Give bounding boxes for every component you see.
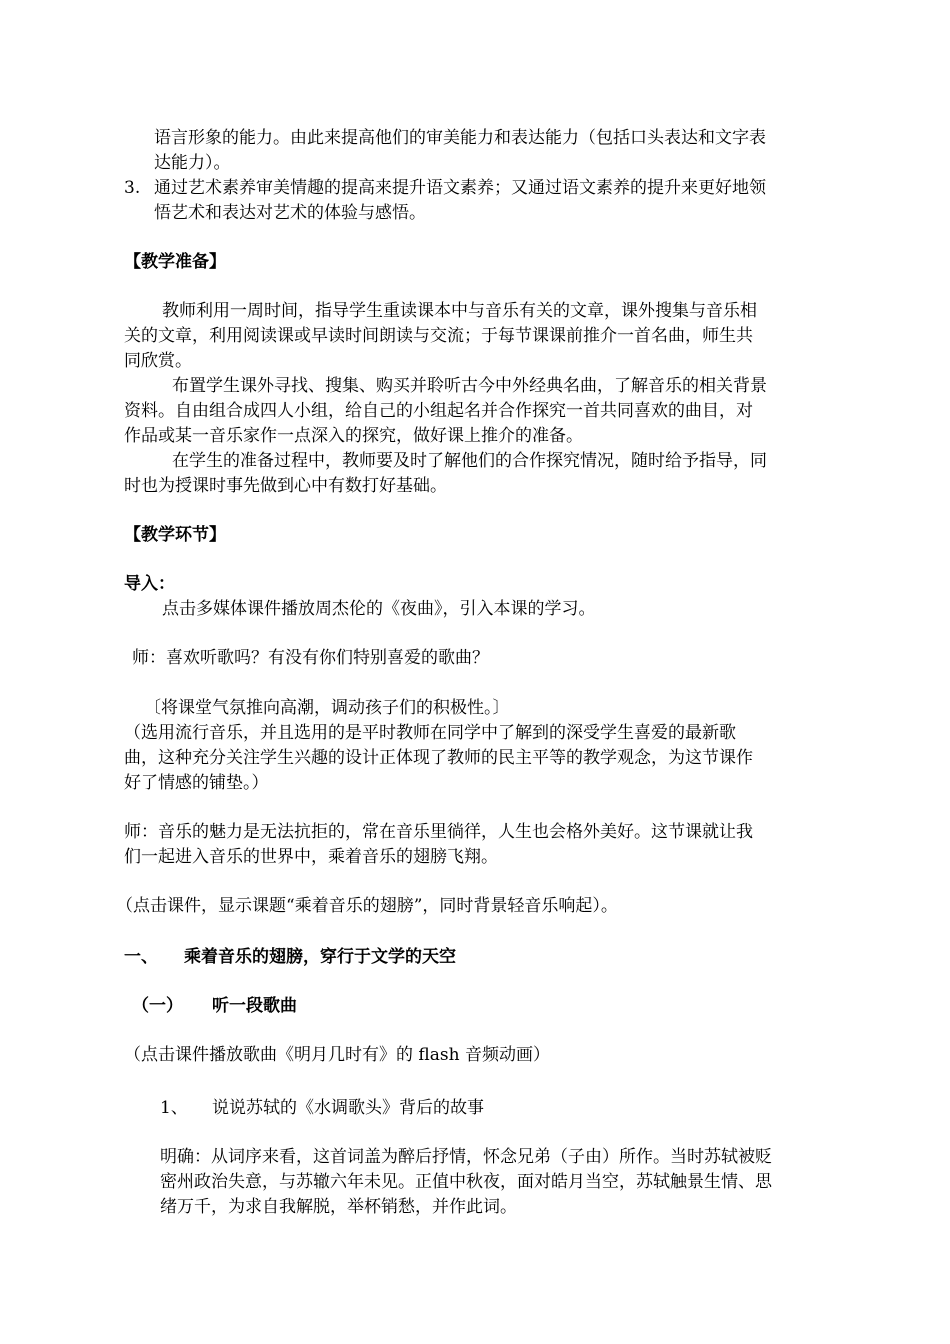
- note-atmosphere: 〔将课堂气氛推向高潮，调动孩子们的积极性。〕: [144, 698, 510, 718]
- subsection-title: 听一段歌曲: [212, 996, 297, 1016]
- teacher-statement-line1: 师：音乐的魅力是无法抗拒的，常在音乐里徜徉，人生也会格外美好。这节课就让我: [124, 822, 753, 842]
- prep-heading: 【教学准备】: [124, 252, 226, 272]
- prep-p3-line2: 时也为授课时事先做到心中有数打好基础。: [124, 476, 447, 496]
- item1-number: 1、: [160, 1098, 188, 1118]
- section1-number: 一、: [124, 947, 158, 967]
- prep-p1-line1: 教师利用一周时间，指导学生重读课本中与音乐有关的文章，课外搜集与音乐相: [162, 301, 757, 321]
- prep-p1-line2: 关的文章，利用阅读课或早读时间朗读与交流；于每节课课前推介一首名曲，师生共: [124, 326, 753, 346]
- prep-p1-line3: 同欣赏。: [124, 351, 192, 371]
- courseware-note: （点击课件，显示课题“乘着音乐的翅膀”，同时背景轻音乐响起）。: [116, 896, 618, 916]
- teacher-question: 师：喜欢听歌吗？有没有你们特别喜爱的歌曲？: [132, 648, 489, 668]
- explain-line1: 明确：从词序来看，这首词盖为醉后抒情，怀念兄弟（子由）所作。当时苏轼被贬: [160, 1147, 772, 1167]
- goal-item3-line2: 悟艺术和表达对艺术的体验与感悟。: [154, 203, 426, 223]
- prep-p3-line1: 在学生的准备过程中，教师要及时了解他们的合作探究情况，随时给予指导，同: [172, 451, 767, 471]
- note-pop-music-line1: （选用流行音乐，并且选用的是平时教师在同学中了解到的深受学生喜爱的最新歌: [124, 723, 736, 743]
- prep-p2-line3: 作品或某一音乐家作一点深入的探究，做好课上推介的准备。: [124, 426, 583, 446]
- explain-line2: 密州政治失意，与苏辙六年未见。正值中秋夜，面对皓月当空，苏轼触景生情、思: [160, 1172, 772, 1192]
- goal-item3-line1: 通过艺术素养审美情趣的提高来提升语文素养；又通过语文素养的提升来更好地领: [154, 178, 766, 198]
- steps-heading: 【教学环节】: [124, 525, 226, 545]
- teacher-statement-line2: 们一起进入音乐的世界中，乘着音乐的翅膀飞翔。: [124, 847, 498, 867]
- play-song-note: （点击课件播放歌曲《明月几时有》的 flash 音频动画）: [124, 1045, 550, 1065]
- explain-line3: 绪万千，为求自我解脱，举杯销愁，并作此词。: [160, 1197, 517, 1217]
- goal-item2-line2: 达能力）。: [154, 153, 231, 173]
- goal-item2-line1: 语言形象的能力。由此来提高他们的审美能力和表达能力（包括口头表达和文字表: [154, 128, 766, 148]
- intro-label: 导入：: [124, 574, 175, 594]
- note-pop-music-line3: 好了情感的铺垫。）: [124, 773, 269, 793]
- subsection-number: （一）: [132, 996, 183, 1016]
- prep-p2-line2: 资料。自由组合成四人小组，给自己的小组起名并合作探究一首共同喜欢的曲目，对: [124, 401, 753, 421]
- intro-text: 点击多媒体课件播放周杰伦的《夜曲》，引入本课的学习。: [162, 599, 596, 619]
- section1-title: 乘着音乐的翅膀，穿行于文学的天空: [184, 947, 456, 967]
- note-pop-music-line2: 曲，这种充分关注学生兴趣的设计正体现了教师的民主平等的教学观念，为这节课作: [124, 748, 753, 768]
- item1-text: 说说苏轼的《水调歌头》背后的故事: [212, 1098, 484, 1118]
- prep-p2-line1: 布置学生课外寻找、搜集、购买并聆听古今中外经典名曲，了解音乐的相关背景: [172, 376, 767, 396]
- goal-item3-number: 3.: [124, 178, 141, 198]
